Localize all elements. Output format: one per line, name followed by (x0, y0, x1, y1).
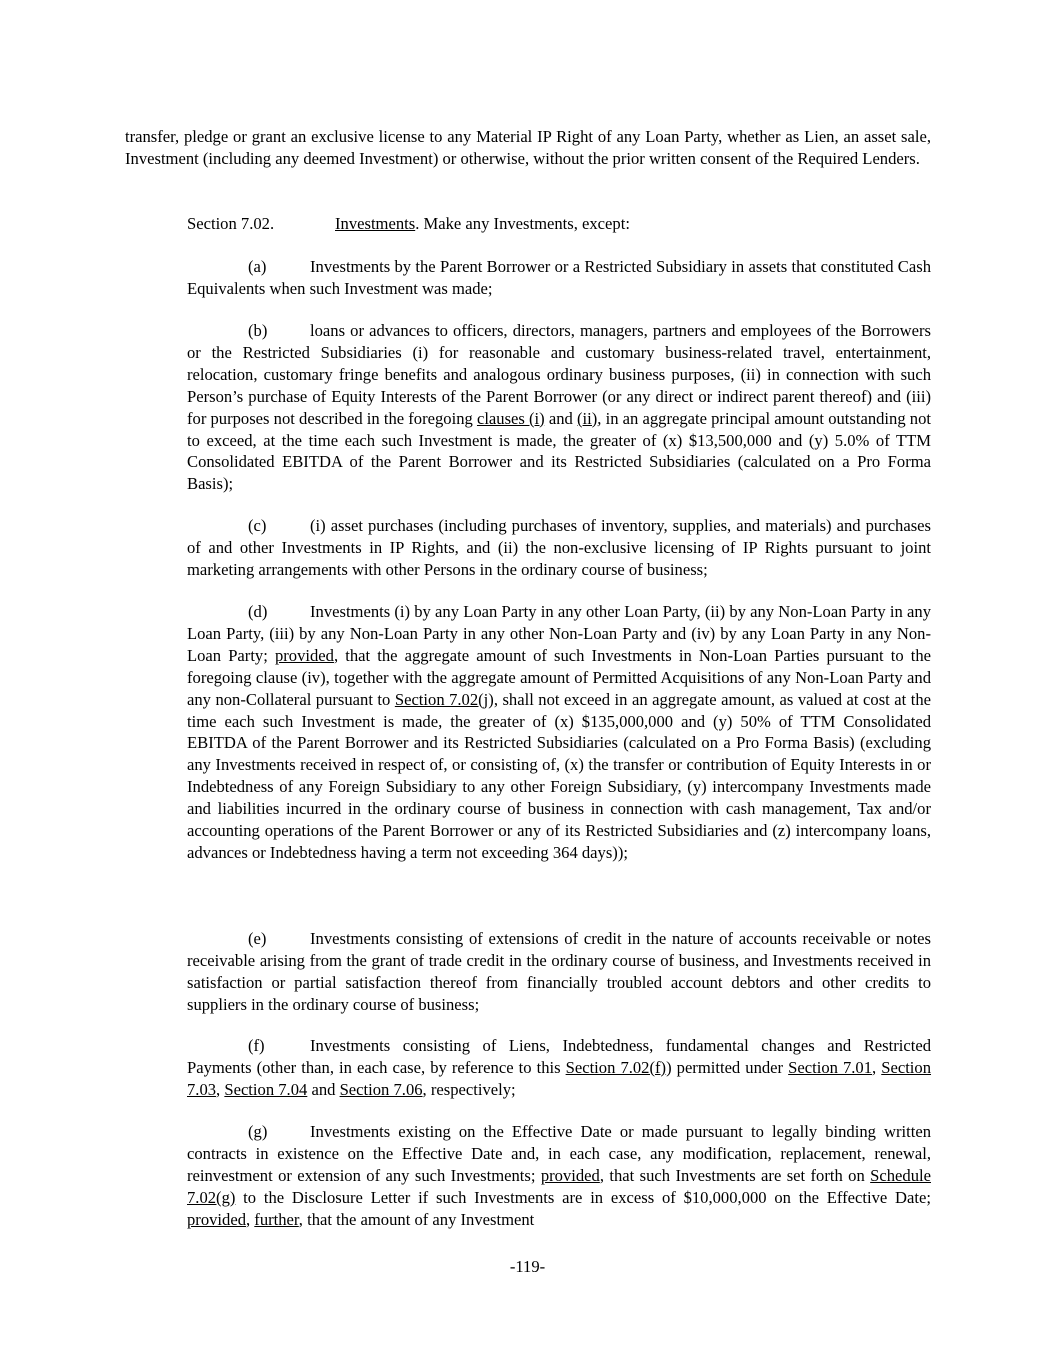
clause-f (187, 1035, 931, 1101)
clause-b (187, 320, 931, 495)
cross-reference: Schedule 7.02(g) (187, 1165, 931, 1207)
cross-reference: Section 7.01 (788, 1057, 873, 1077)
clause-text: loans or advances to officers, directors, managers, partners and employees of the Borrowers or the Restricted Subsidiaries (i) for reasonable and customary business-related travel, entertainment, relocation, customary fringe benefits and analogous ordinary business purposes, (ii) in connection with such Person’s purchase of Equity Interests of the Parent Borrower (or any direct or indirect parent thereof) and (iii) for purposes not described in the foregoing (187, 321, 931, 428)
cross-reference: (ii) (577, 408, 598, 428)
clause-text: , that such Investments are set forth on (599, 1165, 871, 1185)
clause-a (187, 256, 931, 300)
clause-c (187, 515, 931, 581)
clause-g (187, 1121, 931, 1231)
clause-text: , that the aggregate amount of such Investments in Non-Loan Parties pursuant to the foregoing clause (iv), together with the aggregate amount of Permitted Acquisitions of any Non-Loan Party and any non-Collateral pursuant to (187, 645, 931, 709)
clause-label: (f) (248, 1036, 265, 1055)
cross-reference: Section 7.02(f) (565, 1057, 667, 1077)
clause-label: (a) (248, 257, 267, 276)
cross-reference: Section 7.04 (224, 1079, 308, 1099)
clause-text: shall not exceed in an aggregate amount, as valued at cost at the time each such Investment is made, the greater of (x) $135,000,000 and (y) 50% of TTM Consolidated EBITDA of the Parent Borrower and its Restricted Subsidiaries (calculated on a Pro Forma Basis) (excluding any Investments received in respect of, or consisting of, (x) the transfer or contribution of Equity Interests in or Indebtedness of any Foreign Subsidiary to any other Foreign Subsidiary, (y) intercompany Investments made and liabilities incurred in the ordinary course of business in connection with cash management, Tax and/or accounting operations of the Parent Borrower or any of its Restricted Subsidiaries and (z) intercompany loans, advances or Indebtedness having a term not exceeding 364 days)); (187, 689, 931, 862)
intro-paragraph: transfer, pledge or grant an exclusive license to any Material IP Right of any Loan Party, whether as Lien, an asset sale, Investment (including any deemed Investment) or otherwise, without the prior written consent of the Required Lenders. (125, 127, 931, 168)
clause-text: Investments consisting of extensions of credit in the nature of accounts receivable or notes receivable arising from the grant of trade credit in the ordinary course of business, and Investments received in satisfaction or partial satisfaction thereof from financially troubled account debtors and other credits to suppliers in the ordinary course of business; (187, 929, 931, 1014)
cross-reference: Section 7.02(j), (394, 689, 498, 709)
clause-label: (d) (248, 602, 268, 621)
proviso-term: provided (540, 1165, 600, 1185)
clause-text: ) permitted under (666, 1057, 789, 1077)
clause-label: (e) (248, 929, 267, 948)
clause-text: Investments (i) by any Loan Party in any other Loan Party, (ii) by any Non-Loan Party in any Loan Party, (iii) by any Non-Loan Party in any other Non-Loan Party and (iv) by any Loan Party in any Non-Loan Party; (187, 602, 931, 665)
cross-reference: clauses (i) (476, 408, 545, 428)
clause-text: , that the amount of any Investment (298, 1209, 535, 1229)
section-heading (187, 213, 931, 235)
section-title: Investments (335, 214, 416, 233)
clause-text: , respectively; (422, 1079, 516, 1099)
proviso-term: provided (187, 1209, 246, 1229)
clause-text: (i) asset purchases (including purchases of inventory, supplies, and materials) and purchases of and other Investments in IP Rights, and (ii) the non-exclusive licensing of IP Rights pursuant to joint marketing arrangements with other Persons in the ordinary course of business; (187, 516, 931, 579)
cross-reference: Section 7.06 (339, 1079, 423, 1099)
clause-label: (b) (248, 321, 268, 340)
clause-text: Investments consisting of Liens, Indebtedness, fundamental changes and Restricted Payments (other than, in each case, by reference to this (187, 1036, 931, 1077)
clause-label: (c) (248, 516, 267, 535)
clause-text: Investments by the Parent Borrower or a Restricted Subsidiary in assets that constituted Cash Equivalents when such Investment was made; (187, 257, 931, 298)
clause-text: and (544, 408, 577, 428)
section-lead: . Make any Investments, except: (415, 214, 630, 233)
clause-e (187, 928, 931, 1016)
clause-d (187, 601, 931, 864)
clause-label: (g) (248, 1122, 268, 1141)
clause-text: , (216, 1079, 225, 1099)
clause-text: Investments existing on the Effective Date or made pursuant to legally binding written contracts in existence on the Effective Date and, in each case, any modification, replacement, renewal, reinvestment or extension of any such Investments; (187, 1122, 931, 1185)
cross-reference: Section 7.03 (187, 1057, 932, 1099)
clause-text: to the Disclosure Letter if such Investments are in excess of $10,000,000 on the Effective Date; (235, 1187, 931, 1207)
proviso-term: provided (274, 645, 334, 665)
section-number: Section 7.02. (187, 214, 275, 233)
page-number: -119- (509, 1257, 546, 1276)
clause-text: , in an aggregate principal amount outstanding not to exceed, at the time each such Investment is made, the greater of (x) $13,500,000 and (y) 5.0% of TTM Consolidated EBITDA of the Parent Borrower and its Restricted Subsidiaries (calculated on a Pro Forma Basis); (187, 408, 932, 494)
clause-text: , (246, 1209, 255, 1229)
clause-text: , (872, 1057, 882, 1077)
proviso-term: further (254, 1209, 299, 1229)
clause-text: and (307, 1079, 340, 1099)
